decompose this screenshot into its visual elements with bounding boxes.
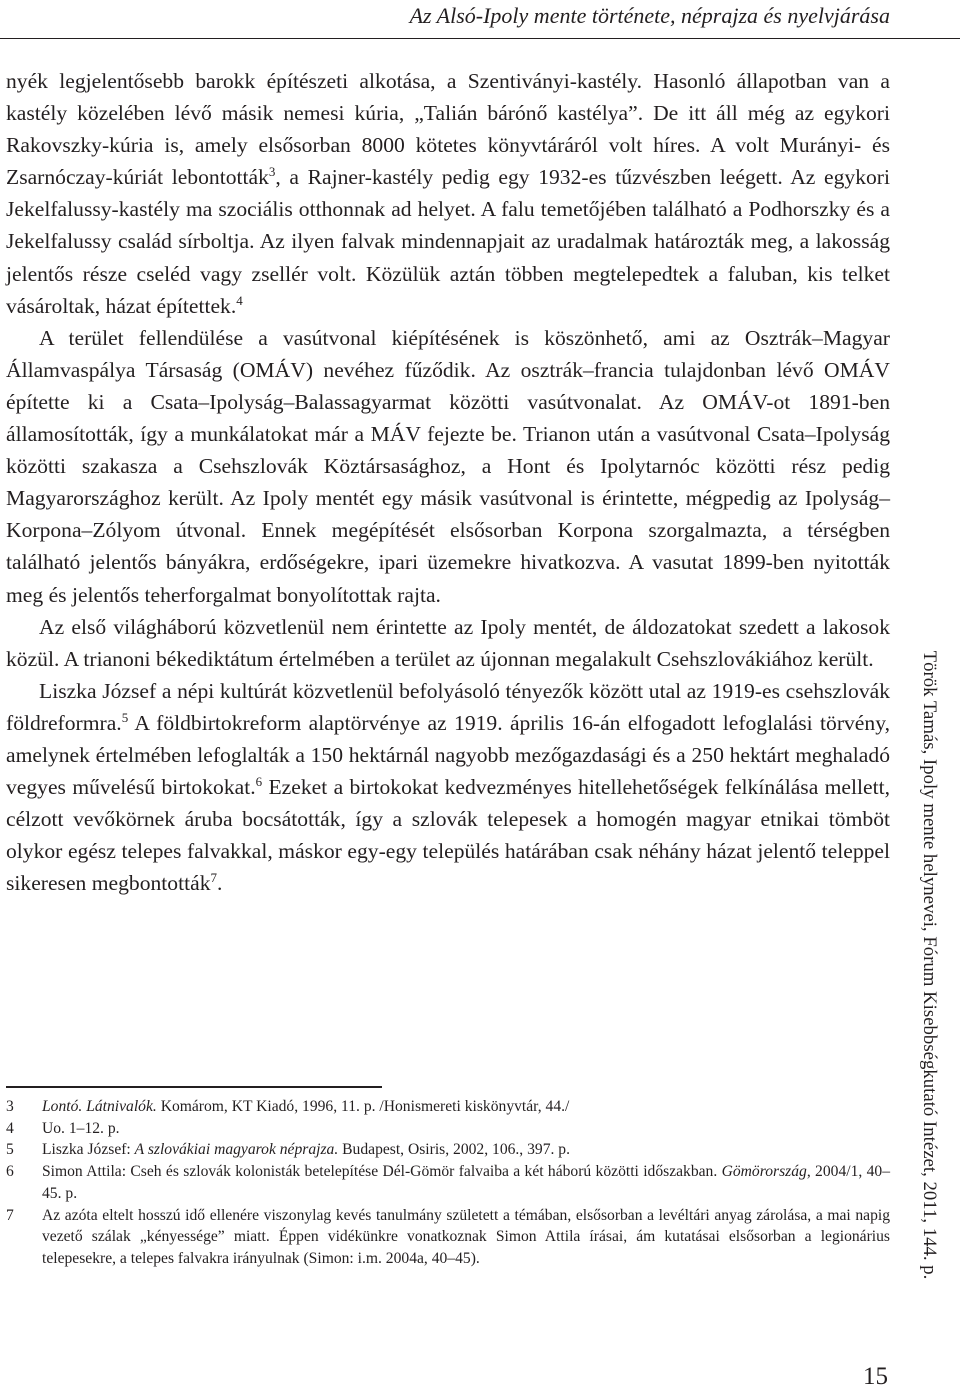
footnote-number: 5: [6, 1141, 14, 1159]
footnote-number: 6: [6, 1163, 14, 1181]
footnote-ref-6[interactable]: 6: [255, 773, 263, 789]
footnote-4: [6, 1118, 890, 1140]
footnote-italic: Lontó. Látnivalók.: [42, 1098, 157, 1115]
paragraph-4-part-d: .: [217, 871, 223, 896]
footnote-number: 3: [6, 1098, 14, 1115]
side-citation-text: Török Tamás, Ipoly mente helynevei, Fórum Kisebbségkutató Intézet, 2011, 144. p.: [919, 650, 940, 1280]
footnote-ref-7[interactable]: 7: [210, 870, 217, 886]
footnote-5: [6, 1139, 890, 1161]
page-number: 15: [863, 1363, 888, 1390]
footnote-rest: , 2004/1, 40–45. p.: [42, 1163, 890, 1202]
footnote-text: Uo. 1–12. p.: [42, 1119, 120, 1137]
paragraph-1-part-a: nyék legjelentősebb barokk építészeti alkotása, a Szentiványi-kastély. Hasonló állapotban van a kastély közelében lévő másik nemesi kúria, „Talián bárónő kastélya”. De itt áll még az egykori Rakovszky-kúria is, amely elsősorban 8000 kötetes könyvtáráról volt híres. A volt Murányi- és Zsarnóczay-kúriát lebontották: [6, 69, 890, 190]
paragraph-4-part-c: Ezeket a birtokokat kedvezményes hitellehetőségek felkínálása mellett, célzott vevőkörnek áruba bocsátották, így a szlovák telepesek a homogén magyar etnikai tömböt olykor egész telepes falvakkal, máskor egy-egy település határában csak néhány házat jelentő teleppel sikeresen megbontották: [6, 775, 890, 896]
footnote-6: [6, 1161, 890, 1204]
paragraph-4-part-b: A földbirtokreform alaptörvénye az 1919. április 16-án elfogadott lefoglalási törvény, amelynek értelmében lefoglalták a 150 hektárnál nagyobb mezőgazdasági és a 250 hektárt meghaladó vegyes művelésű birtokokat.: [6, 710, 890, 800]
paragraph-1-part-b: , a Rajner-kastély pedig egy 1932-es tűzvészben leégett. Az egykori Jekelfalussy-kastély ma szociális otthonnak ad helyet. A falu temetőjében található a Podhorszky és a Jekelfalussy család sírboltja. Az ilyen falvak mindennapjait az uradalmak határozták meg, a lakosság jelentős része cseléd vagy zsellér volt. Közülük aztán többen megtelepedtek a faluban, kis telket vásároltak, házat építettek.: [6, 165, 890, 318]
footnotes: [6, 1096, 890, 1270]
running-header: [30, 0, 890, 30]
paragraph-4-part-a: Liszka József a népi kultúrát közvetlenül befolyásoló tényezők között utal az 1919-es csehszlovák földreformra.: [6, 678, 890, 735]
body-text: [6, 65, 890, 899]
footnote-ref-4[interactable]: 4: [236, 292, 243, 308]
footnote-italic: A szlovákiai magyarok néprajza.: [134, 1141, 339, 1159]
footnote-text: [42, 1096, 890, 1118]
footnote-rest: Komárom, KT Kiadó, 1996, 11. p. /Honismereti kiskönyvtár, 44./: [156, 1098, 570, 1115]
footnote-rule: [6, 1086, 382, 1088]
footnote-number: 7: [6, 1206, 14, 1224]
footnote-rest: Budapest, Osiris, 2002, 106., 397. p.: [338, 1141, 570, 1159]
footnote-text: [42, 1139, 890, 1161]
footnote-text: [42, 1161, 890, 1204]
side-citation: [906, 605, 952, 1325]
footnote-ref-3[interactable]: 3: [268, 164, 276, 180]
footnote-pre: Simon Attila: Cseh és szlovák kolonisták betelepítése Dél-Gömör falvaiba a két háború közötti időszakban.: [42, 1163, 722, 1181]
header-rule: [0, 38, 960, 39]
running-title: Az Alsó-Ipoly mente története, néprajza és nyelvjárása: [409, 3, 890, 28]
footnote-number: 4: [6, 1119, 14, 1137]
footnote-ref-5[interactable]: 5: [121, 709, 129, 725]
paragraph-3: Az első világháború közvetlenül nem érintette az Ipoly mentét, de áldozatokat szedett a lakosok közül. A trianoni békediktátum értelmében a terület az újonnan megalakult Csehszlovákiához került.: [6, 614, 890, 671]
paragraph-1: [6, 65, 890, 322]
paragraph-4: [6, 675, 890, 900]
footnote-italic: Gömörország: [721, 1163, 807, 1181]
footnote-7: [6, 1205, 890, 1270]
paragraph-2: A terület fellendülése a vasútvonal kiépítésének is köszönhető, ami az Osztrák–Magyar Államvaspálya Társaság (OMÁV) nevéhez fűződik. Az osztrák–francia tulajdonban lévő OMÁV építette ki a Csata–Ipolyság–Balassagyarmat közötti vasútvonalat. Az OMÁV-ot 1891-ben államosították, így a munkálatokat már a MÁV fejezte be. Trianon után a vasútvonal Csata–Ipolyság közötti szakasza a Csehszlovák Köztársasághoz, a Hont és Ipolytarnóc közötti rész pedig Magyarországhoz került. Az Ipoly mentét egy másik vasútvonal is érintette, mégpedig az Ipolyság–Korpona–Zólyom útvonal. Ennek megépítését elsősorban Korpona szorgalmazta, a térségben található jelentős bányákra, erdőségekre, ipari üzemekre hivatkozva. A vasutat 1899-ben nyitották meg és jelentős teherforgalmat bonyolítottak rajta.: [6, 325, 890, 607]
footnote-3: [6, 1096, 890, 1118]
footnote-pre: Liszka József:: [42, 1141, 135, 1159]
footnote-text: Az azóta eltelt hosszú idő ellenére viszonylag kevés tanulmány született a témában, elsősorban a levéltári anyag zárolása, a mai napig vezető szálak „kényessége” miatt. Éppen vidékünkre vonatkoznak Simon Attila írásai, ám kutatásai elsősorban a legionárius telepesekre, a telepes falvakra irányulnak (Simon: i.m. 2004a, 40–45).: [42, 1206, 890, 1267]
